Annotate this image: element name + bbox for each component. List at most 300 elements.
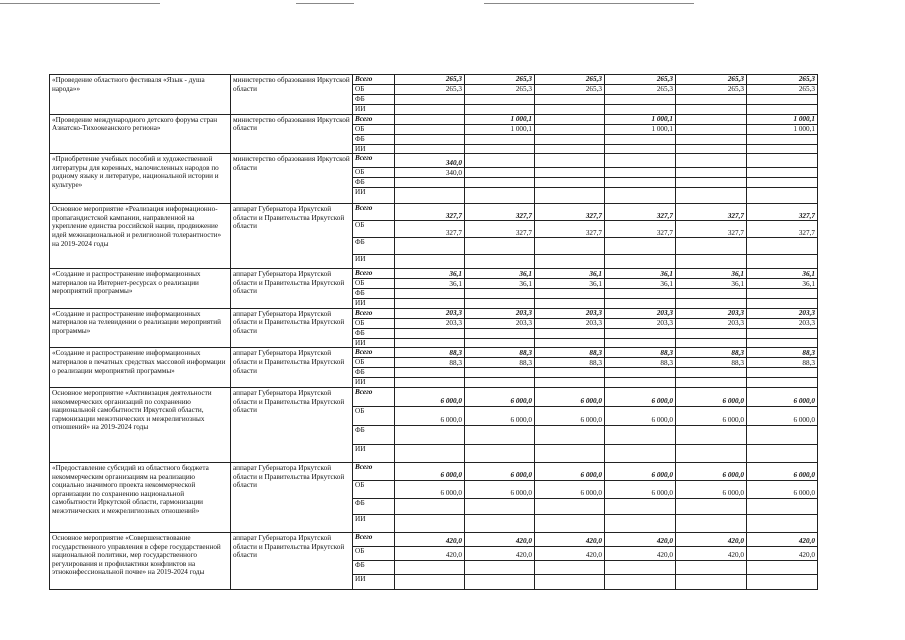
funding-source-cell: ОБ [353,480,395,498]
amount-cell [535,188,605,204]
funding-source-cell: ИИ [353,444,395,462]
amount-cell: 327,7 [747,204,818,221]
funding-source-cell: Всего [353,462,395,480]
amount-cell [395,368,465,378]
funding-source-cell: ОБ [353,221,395,238]
amount-cell [605,105,676,115]
amount-cell: 327,7 [747,221,818,238]
measure-name-cell: «Создание и распространение информационных материалов в печатных средствах массовой информации о реализации мероприятий программы» [50,348,231,388]
table-row [50,532,818,546]
amount-cell: 327,7 [395,204,465,221]
amount-cell [465,328,535,338]
funding-source-cell: Всего [353,204,395,221]
funding-source-cell: ФБ [353,368,395,378]
amount-cell: 36,1 [395,269,465,279]
amount-cell: 203,3 [676,318,747,328]
amount-cell: 1 000,1 [605,124,676,134]
amount-cell [465,498,535,514]
amount-cell: 420,0 [747,532,818,546]
amount-cell [676,498,747,514]
executor-cell: аппарат Губернатора Иркутской области и Правительства Иркутской области [231,308,353,348]
amount-cell [395,255,465,269]
amount-cell [605,560,676,574]
measure-name-cell: «Приобретение учебных пособий и художественной литературы для коренных, малочисленных народов по родному языку и литературе, национальной истории и культуре» [50,154,231,204]
amount-cell [535,114,605,124]
amount-cell [676,368,747,378]
amount-cell: 36,1 [465,269,535,279]
funding-source-cell: ФБ [353,560,395,574]
amount-cell: 265,3 [605,85,676,95]
measure-name-cell: «Создание и распространение информационных материалов на Интернет-ресурсах о реализации мероприятий программы» [50,269,231,309]
amount-cell [535,560,605,574]
amount-cell [747,168,818,178]
amount-cell [747,378,818,388]
amount-cell [395,178,465,188]
amount-cell [465,425,535,444]
amount-cell: 6 000,0 [676,406,747,425]
funding-source-cell: ОБ [353,124,395,134]
amount-cell [605,425,676,444]
amount-cell [465,188,535,204]
amount-cell: 420,0 [676,546,747,560]
amount-cell [605,378,676,388]
funding-source-cell: Всего [353,75,395,85]
amount-cell [605,178,676,188]
amount-cell [395,299,465,309]
funding-source-cell: Всего [353,114,395,124]
amount-cell [535,425,605,444]
amount-cell [395,114,465,124]
measure-name-cell: Основное мероприятие «Совершенствование государственного управления в сфере государственной национальной политики, мер государственного регулирования и профилактики конфликтов на этноконфессиональной почве» на 2019-2024 годы [50,532,231,589]
funding-source-cell: ОБ [353,546,395,560]
amount-cell [676,238,747,255]
executor-cell: аппарат Губернатора Иркутской области и Правительства Иркутской области [231,387,353,462]
funding-source-cell: ИИ [353,574,395,589]
amount-cell: 203,3 [395,308,465,318]
table-row [50,387,818,406]
funding-source-cell: ИИ [353,514,395,532]
funding-source-cell: ОБ [353,358,395,368]
amount-cell [605,168,676,178]
table-row [50,462,818,480]
table-row [50,348,818,358]
amount-cell [605,289,676,299]
amount-cell: 6 000,0 [465,387,535,406]
amount-cell: 265,3 [395,75,465,85]
amount-cell [395,328,465,338]
table-row [50,308,818,318]
amount-cell [676,114,747,124]
amount-cell [747,134,818,144]
amount-cell [676,289,747,299]
amount-cell [465,105,535,115]
amount-cell: 327,7 [605,221,676,238]
amount-cell [465,560,535,574]
funding-source-cell: ОБ [353,279,395,289]
amount-cell: 6 000,0 [395,480,465,498]
amount-cell: 327,7 [465,204,535,221]
amount-cell: 1 000,1 [465,114,535,124]
amount-cell: 327,7 [535,204,605,221]
amount-cell [395,514,465,532]
amount-cell: 36,1 [535,279,605,289]
amount-cell [676,378,747,388]
funding-source-cell: ФБ [353,328,395,338]
amount-cell [747,514,818,532]
amount-cell: 327,7 [395,221,465,238]
amount-cell: 420,0 [395,546,465,560]
amount-cell [535,124,605,134]
funding-source-cell: ФБ [353,425,395,444]
amount-cell: 420,0 [535,532,605,546]
amount-cell [605,498,676,514]
table-row [50,75,818,85]
amount-cell: 6 000,0 [747,462,818,480]
amount-cell: 203,3 [535,308,605,318]
funding-source-cell: Всего [353,154,395,168]
amount-cell [535,338,605,348]
amount-cell: 420,0 [535,546,605,560]
amount-cell [605,144,676,154]
amount-cell: 327,7 [465,221,535,238]
amount-cell: 265,3 [676,85,747,95]
amount-cell [535,105,605,115]
amount-cell: 203,3 [535,318,605,328]
amount-cell [395,144,465,154]
amount-cell [465,289,535,299]
amount-cell: 6 000,0 [747,387,818,406]
funding-source-cell: ОБ [353,318,395,328]
amount-cell [747,154,818,168]
amount-cell: 265,3 [747,75,818,85]
amount-cell: 88,3 [535,358,605,368]
amount-cell: 88,3 [605,348,676,358]
amount-cell [535,134,605,144]
amount-cell: 6 000,0 [535,406,605,425]
amount-cell [676,574,747,589]
amount-cell [395,338,465,348]
amount-cell [465,238,535,255]
amount-cell: 265,3 [535,85,605,95]
amount-cell [465,255,535,269]
amount-cell: 203,3 [465,308,535,318]
amount-cell: 203,3 [605,318,676,328]
amount-cell: 88,3 [465,358,535,368]
amount-cell [605,134,676,144]
amount-cell: 420,0 [605,532,676,546]
amount-cell [535,328,605,338]
amount-cell [465,299,535,309]
amount-cell: 88,3 [395,348,465,358]
amount-cell: 420,0 [465,546,535,560]
amount-cell [676,188,747,204]
amount-cell: 327,7 [535,221,605,238]
amount-cell [535,574,605,589]
amount-cell: 88,3 [676,358,747,368]
amount-cell [465,178,535,188]
measure-name-cell: Основное мероприятие «Реализация информационно-пропагандистской кампании, направленной на укрепление единства российской нации, продвижение идей межнациональной и религиозной толерантности» на 2019-2024 годы [50,204,231,269]
amount-cell [747,299,818,309]
amount-cell: 36,1 [605,279,676,289]
funding-source-cell: Всего [353,269,395,279]
amount-cell [605,444,676,462]
amount-cell: 6 000,0 [465,462,535,480]
amount-cell: 265,3 [395,85,465,95]
amount-cell [535,444,605,462]
amount-cell [395,574,465,589]
funding-source-cell: ОБ [353,168,395,178]
amount-cell [747,95,818,105]
amount-cell [605,299,676,309]
amount-cell: 36,1 [535,269,605,279]
table-row [50,204,818,221]
amount-cell [747,238,818,255]
measure-name-cell: «Предоставление субсидий из областного бюджета некоммерческим организациям на реализацию социально значимого проекта некоммерческой организации по сохранению национальной самобытности Иркутской области, гармонизации межэтнических и межрелигиозных отношений» [50,462,231,532]
amount-cell [676,444,747,462]
measure-name-cell: «Проведение международного детского форума стран Азиатско-Тихоокеанского региона» [50,114,231,154]
amount-cell: 420,0 [395,532,465,546]
amount-cell [676,338,747,348]
amount-cell [395,289,465,299]
funding-source-cell: ОБ [353,85,395,95]
amount-cell: 6 000,0 [535,462,605,480]
funding-source-cell: ИИ [353,338,395,348]
amount-cell [605,238,676,255]
amount-cell [535,378,605,388]
amount-cell: 6 000,0 [605,480,676,498]
amount-cell: 6 000,0 [535,387,605,406]
amount-cell [747,498,818,514]
amount-cell: 88,3 [747,358,818,368]
scan-edge-top-left [0,3,160,4]
amount-cell [535,178,605,188]
amount-cell: 340,0 [395,154,465,168]
amount-cell: 6 000,0 [395,406,465,425]
amount-cell [535,168,605,178]
amount-cell: 6 000,0 [605,462,676,480]
amount-cell: 1 000,1 [605,114,676,124]
amount-cell [395,105,465,115]
amount-cell [535,238,605,255]
amount-cell [605,95,676,105]
funding-source-cell: ИИ [353,188,395,204]
amount-cell: 6 000,0 [605,387,676,406]
amount-cell [535,255,605,269]
amount-cell [676,255,747,269]
amount-cell: 203,3 [465,318,535,328]
amount-cell [747,328,818,338]
scan-edge-top-mid [296,3,354,4]
amount-cell [395,95,465,105]
amount-cell: 327,7 [676,221,747,238]
table-row [50,154,818,168]
executor-cell: аппарат Губернатора Иркутской области и Правительства Иркутской области [231,269,353,309]
amount-cell [747,425,818,444]
measure-name-cell: «Проведение областного фестиваля «Язык - душа народа»» [50,75,231,115]
executor-cell: аппарат Губернатора Иркутской области и Правительства Иркутской области [231,204,353,269]
amount-cell [395,444,465,462]
funding-source-cell: ФБ [353,289,395,299]
amount-cell [535,368,605,378]
amount-cell [465,444,535,462]
amount-cell [747,368,818,378]
amount-cell [747,188,818,204]
amount-cell [465,338,535,348]
amount-cell: 6 000,0 [676,480,747,498]
amount-cell [676,299,747,309]
amount-cell [676,425,747,444]
amount-cell: 420,0 [605,546,676,560]
amount-cell [676,168,747,178]
amount-cell [747,338,818,348]
amount-cell [395,560,465,574]
amount-cell [465,168,535,178]
amount-cell: 340,0 [395,168,465,178]
amount-cell [605,328,676,338]
amount-cell: 265,3 [535,75,605,85]
amount-cell [465,574,535,589]
budget-table [49,74,818,590]
funding-source-cell: ФБ [353,238,395,255]
amount-cell: 1 000,1 [747,124,818,134]
amount-cell: 6 000,0 [535,480,605,498]
amount-cell [676,105,747,115]
amount-cell [395,134,465,144]
amount-cell: 265,3 [605,75,676,85]
amount-cell [535,514,605,532]
executor-cell: аппарат Губернатора Иркутской области и Правительства Иркутской области [231,348,353,388]
amount-cell: 6 000,0 [605,406,676,425]
amount-cell [535,144,605,154]
amount-cell: 420,0 [676,532,747,546]
amount-cell: 203,3 [605,308,676,318]
amount-cell: 88,3 [605,358,676,368]
amount-cell [535,95,605,105]
amount-cell: 203,3 [395,318,465,328]
amount-cell: 88,3 [747,348,818,358]
amount-cell [676,154,747,168]
amount-cell: 6 000,0 [747,480,818,498]
amount-cell: 6 000,0 [465,480,535,498]
funding-source-cell: ИИ [353,378,395,388]
amount-cell [747,560,818,574]
amount-cell [395,498,465,514]
amount-cell [605,514,676,532]
amount-cell: 6 000,0 [465,406,535,425]
amount-cell [395,238,465,255]
amount-cell: 1 000,1 [465,124,535,134]
amount-cell: 6 000,0 [747,406,818,425]
table-row [50,114,818,124]
executor-cell: министерство образования Иркутской области [231,114,353,154]
amount-cell: 265,3 [676,75,747,85]
amount-cell [747,255,818,269]
amount-cell: 203,3 [747,308,818,318]
amount-cell: 36,1 [676,269,747,279]
amount-cell [605,154,676,168]
amount-cell: 88,3 [395,358,465,368]
funding-source-cell: Всего [353,348,395,358]
funding-source-cell: ИИ [353,105,395,115]
amount-cell: 6 000,0 [395,462,465,480]
amount-cell [676,95,747,105]
amount-cell: 6 000,0 [395,387,465,406]
amount-cell [395,188,465,204]
funding-source-cell: ФБ [353,95,395,105]
amount-cell [747,105,818,115]
amount-cell [605,255,676,269]
funding-source-cell: Всего [353,532,395,546]
amount-cell: 36,1 [747,279,818,289]
amount-cell [465,134,535,144]
amount-cell [535,498,605,514]
budget-table-body [50,75,818,590]
executor-cell: аппарат Губернатора Иркутской области и Правительства Иркутской области [231,532,353,589]
amount-cell [605,368,676,378]
amount-cell: 36,1 [395,279,465,289]
funding-source-cell: ИИ [353,299,395,309]
measure-name-cell: «Создание и распространение информационных материалов на телевидении о реализации мероприятий программы» [50,308,231,348]
funding-source-cell: ФБ [353,178,395,188]
amount-cell: 1 000,1 [747,114,818,124]
measure-name-cell: Основное мероприятие «Активизация деятельности некоммерческих организаций по сохранению национальной самобытности Иркутской области, гармонизации межэтнических и межрелигиозных отношений» на 2019-2024 годы [50,387,231,462]
amount-cell [747,289,818,299]
amount-cell [676,124,747,134]
amount-cell: 420,0 [465,532,535,546]
amount-cell [676,178,747,188]
amount-cell [605,188,676,204]
executor-cell: министерство образования Иркутской области [231,75,353,115]
amount-cell: 203,3 [747,318,818,328]
amount-cell: 203,3 [676,308,747,318]
amount-cell [465,514,535,532]
funding-source-cell: Всего [353,308,395,318]
amount-cell [395,425,465,444]
amount-cell: 88,3 [676,348,747,358]
amount-cell [747,178,818,188]
executor-cell: министерство образования Иркутской области [231,154,353,204]
amount-cell: 327,7 [605,204,676,221]
amount-cell [535,299,605,309]
amount-cell [395,378,465,388]
amount-cell: 420,0 [747,546,818,560]
amount-cell: 327,7 [676,204,747,221]
table-row [50,269,818,279]
amount-cell: 36,1 [605,269,676,279]
amount-cell: 36,1 [747,269,818,279]
amount-cell [676,328,747,338]
amount-cell: 88,3 [535,348,605,358]
amount-cell [605,574,676,589]
amount-cell: 265,3 [465,85,535,95]
amount-cell [465,368,535,378]
amount-cell [747,144,818,154]
amount-cell [465,144,535,154]
amount-cell: 265,3 [747,85,818,95]
amount-cell: 36,1 [465,279,535,289]
amount-cell [535,289,605,299]
scan-edge-top-right [484,3,694,4]
executor-cell: аппарат Губернатора Иркутской области и Правительства Иркутской области [231,462,353,532]
amount-cell [605,338,676,348]
amount-cell [676,134,747,144]
amount-cell [465,378,535,388]
funding-source-cell: Всего [353,387,395,406]
amount-cell: 88,3 [465,348,535,358]
amount-cell [395,124,465,134]
funding-source-cell: ИИ [353,144,395,154]
funding-source-cell: ОБ [353,406,395,425]
